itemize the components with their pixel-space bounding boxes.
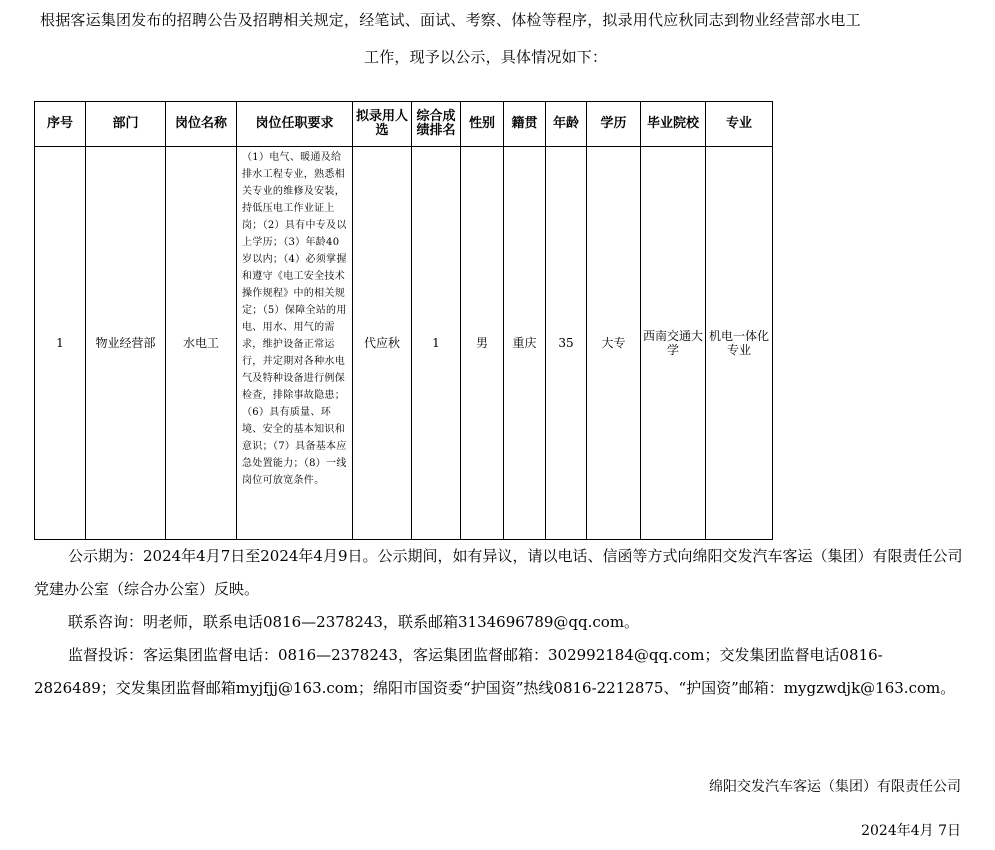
col-header: 年龄 (546, 102, 587, 147)
cell-education: 大专 (587, 147, 641, 540)
table-header-row (35, 102, 773, 147)
intro-line-1: 根据客运集团发布的招聘公告及招聘相关规定，经笔试、面试、考察、体检等程序，拟录用代应秋同志到物业经营部水电工 (40, 11, 861, 29)
notice-contact: 联系咨询：明老师，联系电话0816—2378243，联系邮箱3134696789@qq.com。 (68, 613, 640, 631)
col-header: 综合成绩排名 (412, 102, 461, 147)
notice-supervision: 监督投诉：客运集团监督电话：0816—2378243，客运集团监督邮箱：302992184@qq.com；交发集团监督电话0816-2826489；交发集团监督邮箱myjfjj@163.com；绵阳市国资委“护国资”热线0816-2212875、“护国资”邮箱：mygzwdjk@163.com。 (34, 646, 956, 697)
cell-position: 水电工 (166, 147, 237, 540)
cell-origin: 重庆 (504, 147, 546, 540)
cell-candidate: 代应秋 (353, 147, 412, 540)
signature-company: 绵阳交发汽车客运（集团）有限责任公司 (709, 779, 961, 795)
col-header: 拟录用人选 (353, 102, 412, 147)
col-header: 性别 (461, 102, 504, 147)
cell-major: 机电一体化专业 (706, 147, 773, 540)
col-header: 序号 (35, 102, 86, 147)
cell-school: 西南交通大学 (641, 147, 706, 540)
signature-date: 2024年4月 7日 (861, 823, 961, 839)
cell-gender: 男 (461, 147, 504, 540)
cell-requirements: （1）电气、暖通及给排水工程专业，熟悉相关专业的维修及安装，持低压电工作业证上岗；（2）具有中专及以上学历；（3）年龄40岁以内；（4）必须掌握和遵守《电工安全技术操作规程》中的相关规定；（5）保障全站的用电、用水、用气的需求，维护设备正常运行，并定期对各种水电气及特种设备进行例保检查，排除事故隐患；（6）具有质量、环境、安全的基本知识和意识；（7）具备基本应急处置能力；（8）一线岗位可放宽条件。 (237, 147, 353, 540)
cell-age: 35 (546, 147, 587, 540)
col-header: 学历 (587, 102, 641, 147)
cell-rank: 1 (412, 147, 461, 540)
table-row (35, 147, 773, 540)
cell-dept: 物业经营部 (86, 147, 166, 540)
notice-period: 公示期为：2024年4月7日至2024年4月9日。公示期间，如有异议，请以电话、信函等方式向绵阳交发汽车客运（集团）有限责任公司党建办公室（综合办公室）反映。 (34, 547, 963, 598)
col-header: 籍贯 (504, 102, 546, 147)
col-header: 毕业院校 (641, 102, 706, 147)
col-header: 岗位任职要求 (237, 102, 353, 147)
col-header: 专业 (706, 102, 773, 147)
cell-no: 1 (35, 147, 86, 540)
recruitment-table (34, 101, 773, 540)
col-header: 部门 (86, 102, 166, 147)
intro-line-2: 工作，现予以公示，具体情况如下： (364, 48, 608, 66)
notice-body (34, 540, 964, 705)
col-header: 岗位名称 (166, 102, 237, 147)
